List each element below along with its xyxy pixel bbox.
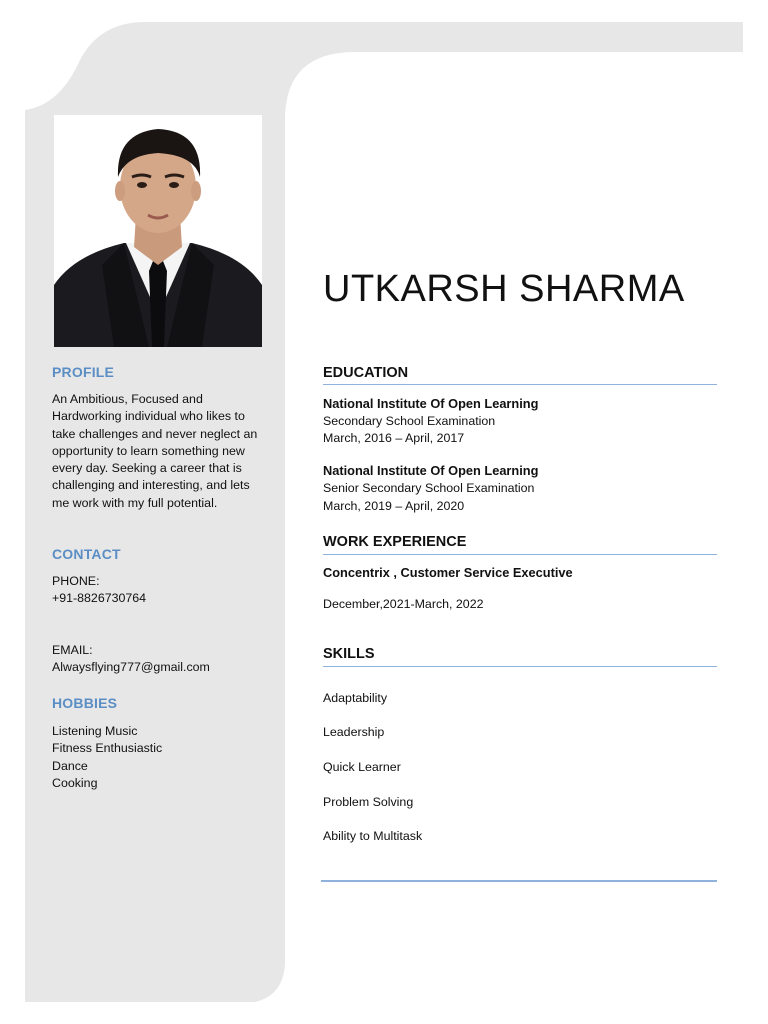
phone-number[interactable]: +91-8826730764 [52, 591, 147, 606]
skill-item: Problem Solving [323, 795, 414, 809]
email-address[interactable]: Alwaysflying777@gmail.com [52, 660, 210, 675]
education-qualification: Secondary School Examination [323, 414, 496, 428]
education-institute: National Institute Of Open Learning [323, 396, 539, 411]
education-divider [323, 384, 717, 385]
bottom-divider [321, 880, 717, 882]
education-heading: EDUCATION [323, 365, 409, 381]
work-dates: December,2021-March, 2022 [323, 597, 484, 611]
email-label: EMAIL: [52, 643, 93, 657]
education-institute: National Institute Of Open Learning [323, 463, 539, 478]
profile-heading: PROFILE [52, 364, 115, 380]
education-dates: March, 2019 – April, 2020 [323, 499, 465, 513]
profile-line: opportunity to learn something new [52, 443, 245, 458]
candidate-name: UTKARSH SHARMA [323, 268, 685, 310]
hobby-item: Fitness Enthusiastic [52, 741, 163, 756]
hobbies-list [52, 723, 162, 792]
profile-line: every day. Seeking a career that is [52, 461, 242, 476]
profile-line: An Ambitious, Focused and [52, 392, 203, 406]
hobby-item: Dance [52, 758, 88, 773]
hobbies-heading: HOBBIES [52, 695, 118, 711]
skill-item: Quick Learner [323, 760, 401, 774]
skill-item: Adaptability [323, 691, 388, 705]
education-dates: March, 2016 – April, 2017 [323, 431, 465, 445]
skill-item: Leadership [323, 725, 385, 739]
skills-divider [323, 666, 717, 667]
skill-item: Ability to Multitask [323, 829, 423, 843]
work-heading: WORK EXPERIENCE [323, 534, 467, 550]
contact-heading: CONTACT [52, 546, 121, 562]
profile-line: challenging and interesting, and lets [52, 478, 250, 493]
profile-line: me work with my full potential. [52, 495, 218, 510]
phone-block [52, 573, 267, 608]
profile-line: take challenges and never neglect an [52, 426, 258, 441]
work-divider [323, 554, 717, 555]
work-role: Concentrix , Customer Service Executive [323, 565, 573, 580]
phone-label: PHONE: [52, 574, 100, 588]
education-qualification: Senior Secondary School Examination [323, 481, 535, 495]
hobby-item: Cooking [52, 775, 98, 790]
skills-heading: SKILLS [323, 646, 375, 662]
hobby-item: Listening Music [52, 724, 138, 738]
profile-photo [54, 115, 262, 347]
email-block [52, 642, 267, 677]
profile-text [52, 391, 267, 512]
profile-line: Hardworking individual who likes to [52, 409, 245, 424]
